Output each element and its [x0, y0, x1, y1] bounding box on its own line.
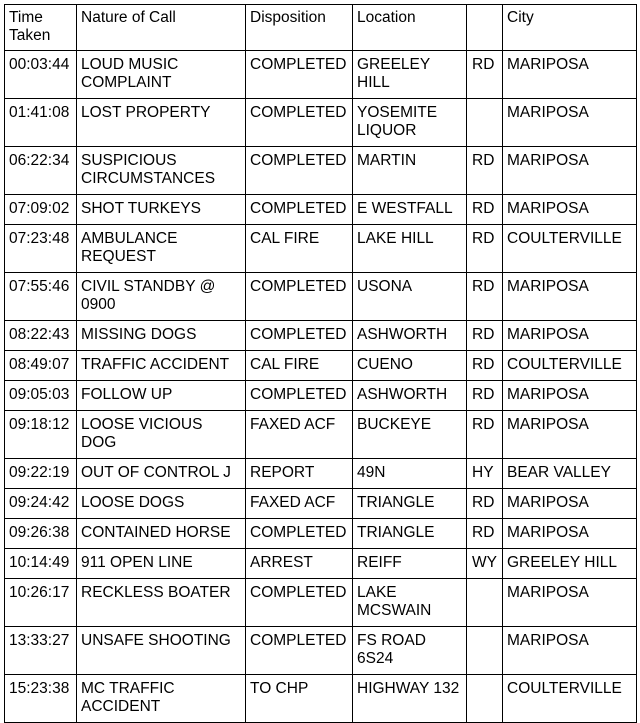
- cell-location: FS ROAD 6S24: [353, 627, 467, 675]
- cell-disposition: ARREST: [246, 549, 353, 579]
- cell-time: 07:09:02: [5, 195, 77, 225]
- cell-disposition: FAXED ACF: [246, 489, 353, 519]
- cell-city: MARIPOSA: [503, 321, 637, 351]
- header-nature-of-call: Nature of Call: [77, 5, 246, 51]
- cell-location: USONA: [353, 273, 467, 321]
- cell-time: 09:22:19: [5, 459, 77, 489]
- table-row: [5, 489, 637, 519]
- cell-time: 08:22:43: [5, 321, 77, 351]
- table-row: [5, 273, 637, 321]
- header-row: [5, 5, 637, 51]
- cell-disposition: FAXED ACF: [246, 411, 353, 459]
- cell-city: MARIPOSA: [503, 627, 637, 675]
- cell-location-suffix: RD: [467, 195, 503, 225]
- cell-nature-of-call: SHOT TURKEYS: [77, 195, 246, 225]
- cell-time: 13:33:27: [5, 627, 77, 675]
- table-row: [5, 459, 637, 489]
- cell-nature-of-call: CIVIL STANDBY @ 0900: [77, 273, 246, 321]
- cell-time: 09:24:42: [5, 489, 77, 519]
- header-time-taken: Time Taken: [5, 5, 77, 51]
- cell-city: MARIPOSA: [503, 579, 637, 627]
- cell-city: GREELEY HILL: [503, 549, 637, 579]
- cell-location: CUENO: [353, 351, 467, 381]
- cell-time: 08:49:07: [5, 351, 77, 381]
- cell-location: TRIANGLE: [353, 489, 467, 519]
- cell-location-suffix: [467, 627, 503, 675]
- table-row: [5, 351, 637, 381]
- cell-location: 49N: [353, 459, 467, 489]
- cell-city: MARIPOSA: [503, 273, 637, 321]
- cell-disposition: CAL FIRE: [246, 225, 353, 273]
- cell-location-suffix: RD: [467, 411, 503, 459]
- cell-time: 01:41:08: [5, 99, 77, 147]
- cell-city: MARIPOSA: [503, 411, 637, 459]
- cell-nature-of-call: MISSING DOGS: [77, 321, 246, 351]
- cell-location-suffix: RD: [467, 519, 503, 549]
- cell-location-suffix: HY: [467, 459, 503, 489]
- cell-disposition: COMPLETED: [246, 321, 353, 351]
- cell-time: 07:55:46: [5, 273, 77, 321]
- header-disposition: Disposition: [246, 5, 353, 51]
- table-row: [5, 675, 637, 723]
- cell-city: MARIPOSA: [503, 147, 637, 195]
- cell-nature-of-call: RECKLESS BOATER: [77, 579, 246, 627]
- cell-city: MARIPOSA: [503, 99, 637, 147]
- cell-time: 10:26:17: [5, 579, 77, 627]
- cell-city: MARIPOSA: [503, 489, 637, 519]
- cell-nature-of-call: SUSPICIOUS CIRCUMSTANCES: [77, 147, 246, 195]
- cell-location: REIFF: [353, 549, 467, 579]
- cell-city: MARIPOSA: [503, 51, 637, 99]
- cell-location-suffix: RD: [467, 51, 503, 99]
- cell-disposition: COMPLETED: [246, 579, 353, 627]
- cell-location-suffix: RD: [467, 147, 503, 195]
- table-row: [5, 321, 637, 351]
- cell-location-suffix: RD: [467, 225, 503, 273]
- cell-city: COULTERVILLE: [503, 351, 637, 381]
- cell-city: BEAR VALLEY: [503, 459, 637, 489]
- table-row: [5, 549, 637, 579]
- cell-location: E WESTFALL: [353, 195, 467, 225]
- cell-nature-of-call: LOST PROPERTY: [77, 99, 246, 147]
- cell-disposition: COMPLETED: [246, 99, 353, 147]
- cell-location-suffix: [467, 675, 503, 723]
- cell-nature-of-call: UNSAFE SHOOTING: [77, 627, 246, 675]
- cell-time: 09:18:12: [5, 411, 77, 459]
- cell-time: 07:23:48: [5, 225, 77, 273]
- cell-disposition: COMPLETED: [246, 51, 353, 99]
- cell-disposition: TO CHP: [246, 675, 353, 723]
- cell-location-suffix: [467, 579, 503, 627]
- table-row: [5, 381, 637, 411]
- cell-disposition: CAL FIRE: [246, 351, 353, 381]
- cell-location-suffix: RD: [467, 321, 503, 351]
- cell-location: HIGHWAY 132: [353, 675, 467, 723]
- cell-location: ASHWORTH: [353, 381, 467, 411]
- cell-location-suffix: RD: [467, 489, 503, 519]
- cell-location: ASHWORTH: [353, 321, 467, 351]
- table-row: [5, 411, 637, 459]
- cell-location: TRIANGLE: [353, 519, 467, 549]
- header-city: City: [503, 5, 637, 51]
- table-row: [5, 519, 637, 549]
- table-row: [5, 195, 637, 225]
- cell-nature-of-call: AMBULANCE REQUEST: [77, 225, 246, 273]
- cell-location-suffix: WY: [467, 549, 503, 579]
- cell-time: 15:23:38: [5, 675, 77, 723]
- cell-disposition: COMPLETED: [246, 195, 353, 225]
- table-row: [5, 99, 637, 147]
- cell-nature-of-call: MC TRAFFIC ACCIDENT: [77, 675, 246, 723]
- header-location: Location: [353, 5, 467, 51]
- table-row: [5, 627, 637, 675]
- cell-disposition: COMPLETED: [246, 147, 353, 195]
- cell-disposition: COMPLETED: [246, 519, 353, 549]
- cell-location-suffix: [467, 99, 503, 147]
- cell-time: 10:14:49: [5, 549, 77, 579]
- cell-nature-of-call: FOLLOW UP: [77, 381, 246, 411]
- cell-location: YOSEMITE LIQUOR: [353, 99, 467, 147]
- cell-location-suffix: RD: [467, 381, 503, 411]
- cell-time: 06:22:34: [5, 147, 77, 195]
- cell-nature-of-call: OUT OF CONTROL J: [77, 459, 246, 489]
- cell-nature-of-call: 911 OPEN LINE: [77, 549, 246, 579]
- cell-location: LAKE MCSWAIN: [353, 579, 467, 627]
- cell-disposition: REPORT: [246, 459, 353, 489]
- cell-location: MARTIN: [353, 147, 467, 195]
- cell-city: MARIPOSA: [503, 381, 637, 411]
- cell-disposition: COMPLETED: [246, 273, 353, 321]
- cell-location: BUCKEYE: [353, 411, 467, 459]
- cell-location: LAKE HILL: [353, 225, 467, 273]
- cell-location-suffix: RD: [467, 351, 503, 381]
- table-row: [5, 225, 637, 273]
- cell-time: 09:05:03: [5, 381, 77, 411]
- header-location-suffix: [467, 5, 503, 51]
- cell-location-suffix: RD: [467, 273, 503, 321]
- cell-nature-of-call: LOOSE DOGS: [77, 489, 246, 519]
- cell-nature-of-call: CONTAINED HORSE: [77, 519, 246, 549]
- table-row: [5, 579, 637, 627]
- cell-nature-of-call: TRAFFIC ACCIDENT: [77, 351, 246, 381]
- cell-nature-of-call: LOOSE VICIOUS DOG: [77, 411, 246, 459]
- cell-city: COULTERVILLE: [503, 675, 637, 723]
- cell-nature-of-call: LOUD MUSIC COMPLAINT: [77, 51, 246, 99]
- cell-city: MARIPOSA: [503, 519, 637, 549]
- cell-time: 09:26:38: [5, 519, 77, 549]
- cell-time: 00:03:44: [5, 51, 77, 99]
- table-row: [5, 51, 637, 99]
- table-body: [5, 51, 637, 723]
- table-row: [5, 147, 637, 195]
- call-log-table: [4, 4, 637, 723]
- cell-disposition: COMPLETED: [246, 381, 353, 411]
- cell-disposition: COMPLETED: [246, 627, 353, 675]
- table-header: [5, 5, 637, 51]
- cell-city: COULTERVILLE: [503, 225, 637, 273]
- cell-location: GREELEY HILL: [353, 51, 467, 99]
- cell-city: MARIPOSA: [503, 195, 637, 225]
